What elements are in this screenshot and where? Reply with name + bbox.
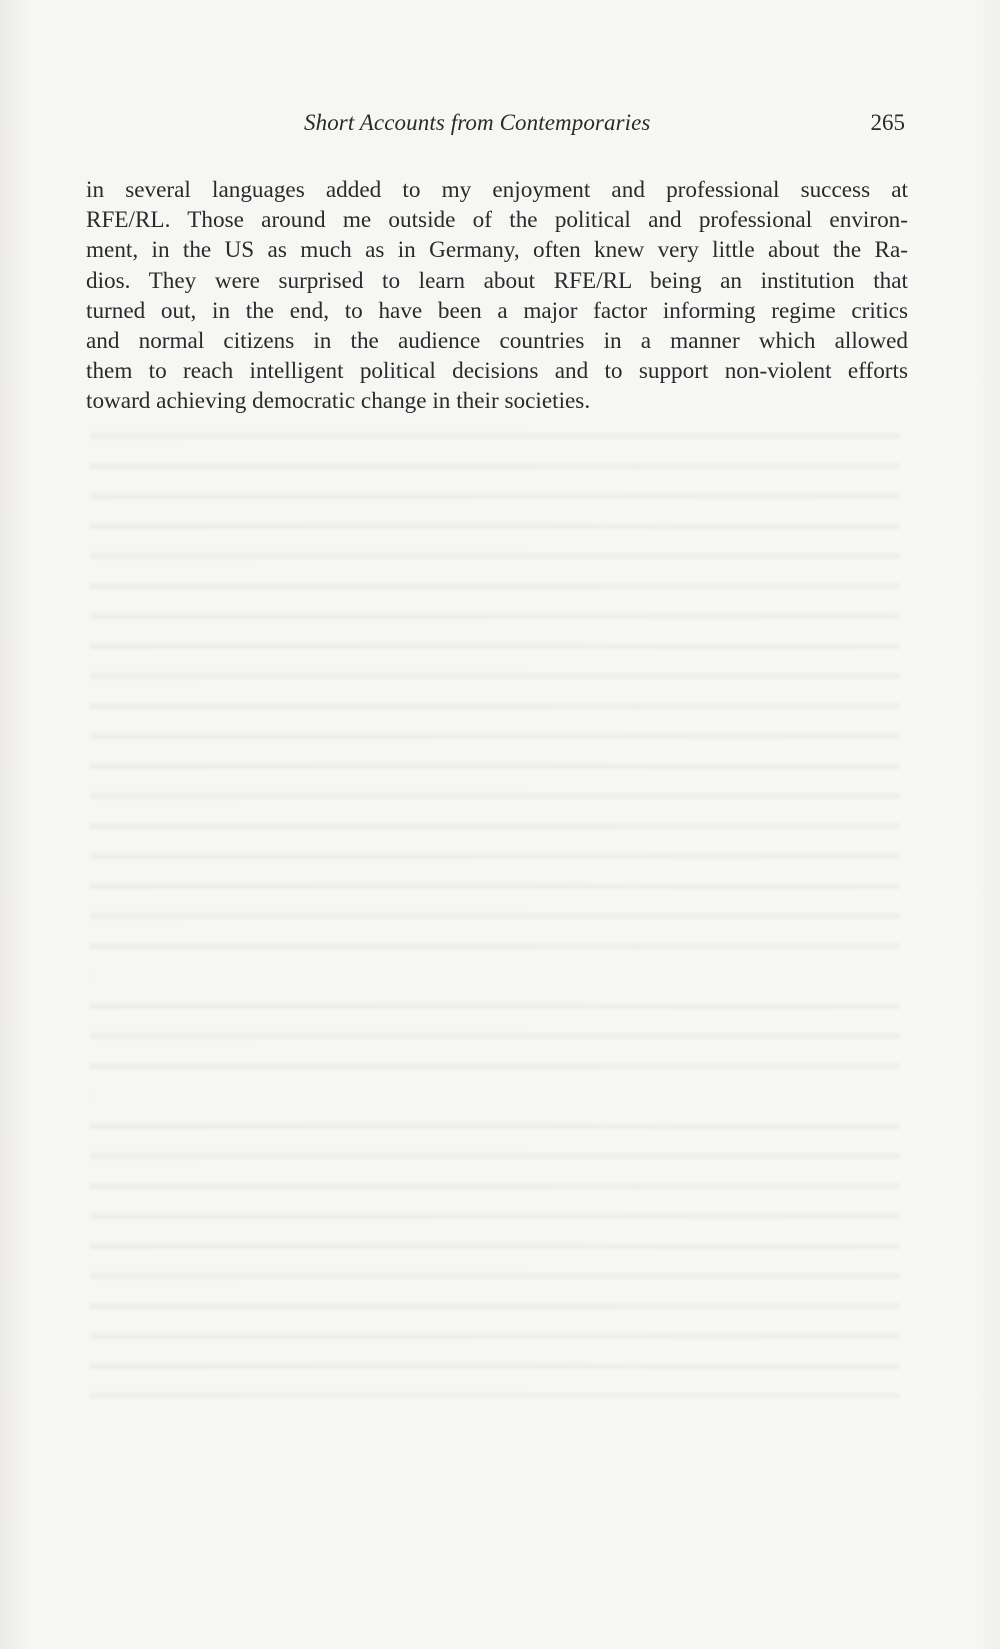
text-line: toward achieving democratic change in their societies. (86, 388, 591, 415)
text-line: and normal citizens in the audience countries in a manner which allowed (86, 328, 908, 355)
text-line: dios. They were surprised to learn about RFE/RL being an institution that (86, 267, 908, 294)
page-number: 265 (870, 110, 905, 135)
text-line: in several languages added to my enjoyment and professional success at (86, 177, 908, 203)
show-through-gap (90, 965, 910, 991)
show-through-text (90, 418, 900, 1398)
show-through-gap (90, 1080, 910, 1102)
running-head (0, 110, 1000, 144)
text-line: RFE/RL. Those around me outside of the political and professional environ- (86, 207, 908, 234)
text-line: them to reach intelligent political decisions and to support non-violent efforts (86, 358, 908, 385)
body-paragraph (86, 175, 908, 417)
text-line: turned out, in the end, to have been a major factor informing regime critics (86, 297, 908, 324)
running-title: Short Accounts from Contemporaries (304, 110, 651, 135)
text-line: ment, in the US as much as in Germany, often knew very little about the Ra- (86, 237, 908, 264)
